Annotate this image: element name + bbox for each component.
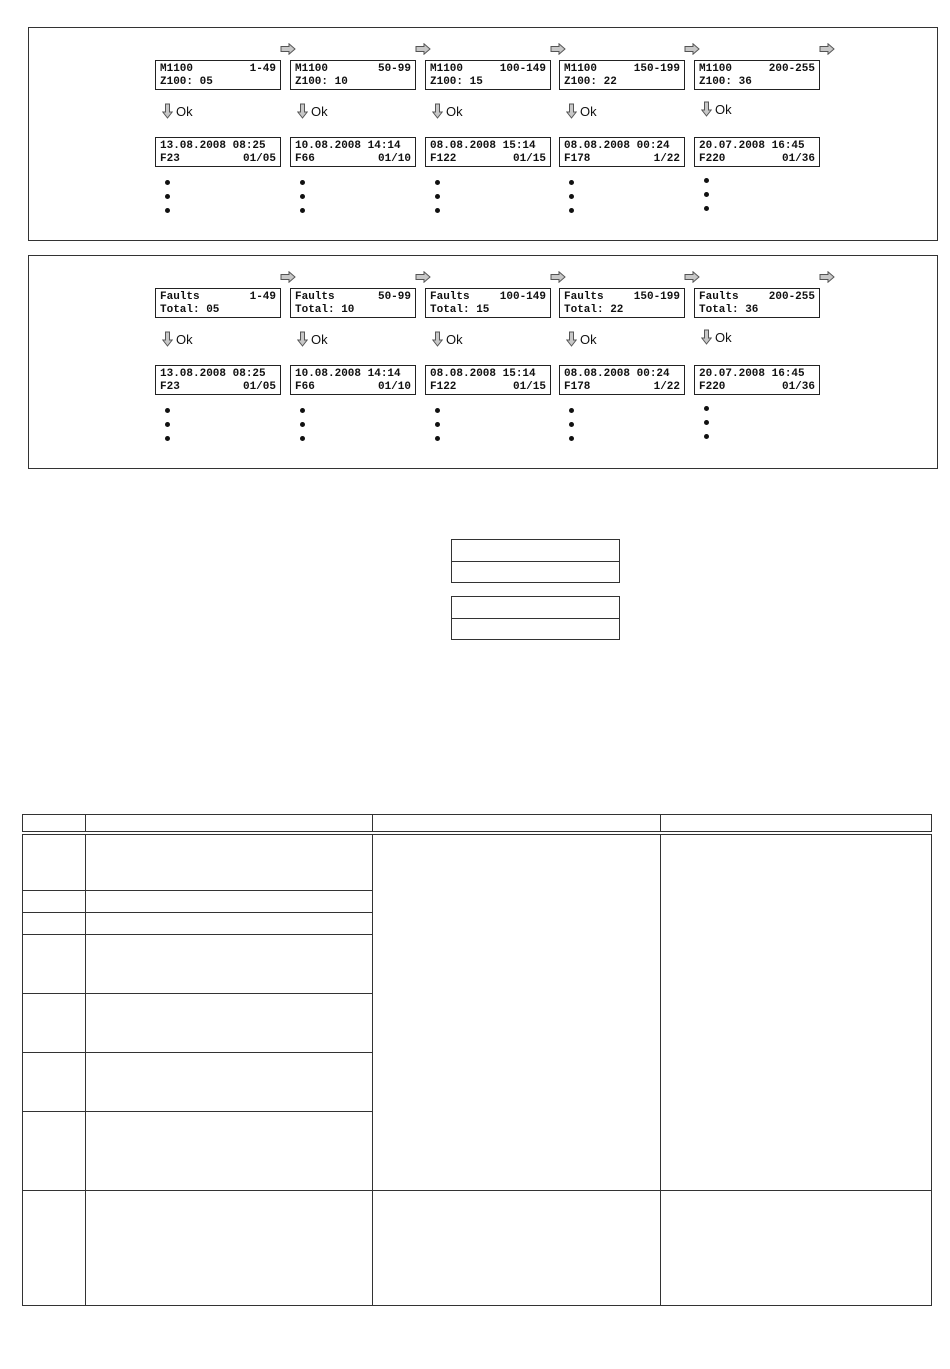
- ok-step: [432, 103, 463, 119]
- lcd-fault-code: F23: [160, 153, 180, 165]
- lcd-summary-display: [290, 288, 416, 318]
- lcd-count-label: Z100: 05: [160, 76, 213, 88]
- lcd-summary-display: [155, 288, 281, 318]
- ok-label: Ok: [580, 103, 597, 119]
- lcd-line-1: [564, 140, 680, 153]
- down-arrow-icon: [162, 103, 173, 119]
- lcd-menu-label: Faults: [295, 291, 335, 303]
- lcd-line-2: [564, 304, 680, 317]
- right-arrow-icon: [819, 270, 835, 282]
- dot: [704, 420, 709, 425]
- lcd-fault-code: F220: [699, 153, 726, 165]
- continuation-dots: [569, 408, 575, 450]
- dot: [300, 422, 305, 427]
- table-row: [23, 1191, 932, 1306]
- right-arrow-icon: [684, 42, 700, 54]
- table-row: [23, 833, 932, 891]
- lcd-line-1: [295, 140, 411, 153]
- dot: [569, 194, 574, 199]
- lcd-line-1: [160, 63, 276, 76]
- lcd-range-label: 150-199: [633, 63, 680, 75]
- table-cell: [86, 935, 373, 994]
- down-arrow-icon: [566, 331, 577, 347]
- table-cell: [23, 1053, 86, 1112]
- continuation-dots: [300, 408, 306, 450]
- lcd-line-1: [564, 368, 680, 381]
- down-arrow-icon: [432, 331, 443, 347]
- lcd-line-2: [160, 76, 276, 89]
- lcd-entry-index: 01/15: [512, 153, 546, 165]
- lcd-fault-entry-display: [290, 137, 416, 167]
- lcd-line-1: [564, 63, 680, 76]
- table-cell: [23, 1112, 86, 1191]
- lcd-line-1: [295, 291, 411, 304]
- lcd-range-label: 1-49: [249, 63, 276, 75]
- right-arrow-icon: [415, 42, 431, 54]
- lcd-fault-entry-display: [694, 365, 820, 395]
- dot: [569, 208, 574, 213]
- blank-display-line: [452, 561, 619, 582]
- ok-step: [701, 101, 732, 117]
- lcd-line-2: [430, 304, 546, 317]
- lcd-fault-entry-display: [694, 137, 820, 167]
- lcd-line-1: [430, 140, 546, 153]
- table-cell: [86, 1191, 373, 1306]
- table-cell: [23, 891, 86, 913]
- lcd-count-label: Total: 10: [295, 304, 355, 316]
- lcd-timestamp: 20.07.2008 16:45: [699, 368, 805, 380]
- dot: [704, 206, 709, 211]
- blank-display-box-2: [451, 596, 620, 640]
- ok-label: Ok: [311, 331, 328, 347]
- lcd-fault-code: F220: [699, 381, 726, 393]
- lcd-menu-label: Faults: [430, 291, 470, 303]
- dot: [165, 436, 170, 441]
- lcd-count-label: Z100: 36: [699, 76, 752, 88]
- down-arrow-icon: [162, 331, 173, 347]
- lcd-fault-code: F122: [430, 381, 457, 393]
- lcd-count-label: Z100: 22: [564, 76, 617, 88]
- dot: [569, 180, 574, 185]
- lcd-summary-display: [559, 60, 685, 90]
- ok-step: [566, 103, 597, 119]
- ok-step: [701, 329, 732, 345]
- lcd-line-1: [160, 368, 276, 381]
- lcd-menu-label: M1100: [430, 63, 464, 75]
- table-header-cell: [23, 815, 86, 833]
- lcd-count-label: Z100: 10: [295, 76, 348, 88]
- lcd-timestamp: 20.07.2008 16:45: [699, 140, 805, 152]
- lcd-entry-index: 01/10: [377, 153, 411, 165]
- lcd-fault-code: F66: [295, 381, 315, 393]
- ok-label: Ok: [580, 331, 597, 347]
- lcd-fault-code: F23: [160, 381, 180, 393]
- lcd-entry-index: 01/05: [242, 153, 276, 165]
- lcd-entry-index: 01/36: [781, 381, 815, 393]
- lcd-line-2: [295, 381, 411, 394]
- continuation-dots: [704, 178, 710, 220]
- lcd-timestamp: 13.08.2008 08:25: [160, 140, 266, 152]
- lcd-line-2: [699, 304, 815, 317]
- lcd-range-label: 50-99: [377, 291, 411, 303]
- lcd-fault-entry-display: [425, 137, 551, 167]
- dot: [435, 422, 440, 427]
- ok-step: [297, 103, 328, 119]
- down-arrow-icon: [701, 101, 712, 117]
- lcd-timestamp: 08.08.2008 00:24: [564, 368, 670, 380]
- table-cell: [86, 994, 373, 1053]
- lcd-fault-entry-display: [155, 137, 281, 167]
- ok-label: Ok: [446, 331, 463, 347]
- lcd-line-2: [295, 153, 411, 166]
- lcd-entry-index: 1/22: [653, 153, 680, 165]
- lcd-fault-code: F178: [564, 381, 591, 393]
- lcd-entry-index: 01/15: [512, 381, 546, 393]
- lcd-summary-display: [559, 288, 685, 318]
- dot: [165, 408, 170, 413]
- dot: [300, 436, 305, 441]
- ok-label: Ok: [715, 329, 732, 345]
- lcd-line-2: [430, 381, 546, 394]
- lcd-line-1: [699, 63, 815, 76]
- lcd-line-1: [430, 63, 546, 76]
- lcd-fault-entry-display: [559, 365, 685, 395]
- right-arrow-icon: [684, 270, 700, 282]
- continuation-dots: [435, 180, 441, 222]
- continuation-dots: [165, 180, 171, 222]
- lcd-summary-display: [694, 288, 820, 318]
- lcd-line-1: [295, 368, 411, 381]
- right-arrow-icon: [550, 270, 566, 282]
- table-cell: [86, 1053, 373, 1112]
- continuation-dots: [704, 406, 710, 448]
- lcd-count-label: Total: 15: [430, 304, 490, 316]
- lcd-range-label: 200-255: [768, 291, 815, 303]
- lcd-count-label: Z100: 15: [430, 76, 483, 88]
- dot: [165, 194, 170, 199]
- dot: [435, 180, 440, 185]
- dot: [300, 408, 305, 413]
- lcd-line-1: [160, 140, 276, 153]
- dot: [569, 408, 574, 413]
- dot: [704, 178, 709, 183]
- lcd-summary-display: [290, 60, 416, 90]
- lcd-line-2: [160, 304, 276, 317]
- dot: [435, 408, 440, 413]
- ok-label: Ok: [176, 331, 193, 347]
- dot: [569, 422, 574, 427]
- table-header-cell: [661, 815, 932, 833]
- ok-label: Ok: [176, 103, 193, 119]
- lcd-summary-display: [694, 60, 820, 90]
- dot: [165, 180, 170, 185]
- ok-step: [297, 331, 328, 347]
- right-arrow-icon: [280, 42, 296, 54]
- table-cell: [661, 1191, 932, 1306]
- lcd-entry-index: 01/36: [781, 153, 815, 165]
- blank-display-line: [452, 597, 619, 618]
- table-cell: [23, 833, 86, 891]
- lcd-summary-display: [155, 60, 281, 90]
- table-cell: [23, 935, 86, 994]
- lcd-menu-label: M1100: [160, 63, 194, 75]
- table-cell: [373, 1191, 661, 1306]
- lcd-line-2: [295, 304, 411, 317]
- dot: [165, 208, 170, 213]
- lcd-range-label: 100-149: [499, 291, 546, 303]
- lcd-fault-entry-display: [155, 365, 281, 395]
- dot: [300, 208, 305, 213]
- lcd-menu-label: Faults: [564, 291, 604, 303]
- dot: [300, 194, 305, 199]
- dot: [569, 436, 574, 441]
- lcd-entry-index: 1/22: [653, 381, 680, 393]
- lcd-range-label: 50-99: [377, 63, 411, 75]
- lcd-range-label: 1-49: [249, 291, 276, 303]
- lcd-menu-label: M1100: [564, 63, 598, 75]
- lcd-summary-display: [425, 288, 551, 318]
- blank-table: [22, 814, 932, 1306]
- lcd-timestamp: 13.08.2008 08:25: [160, 368, 266, 380]
- dot: [435, 208, 440, 213]
- dot: [435, 436, 440, 441]
- lcd-line-2: [295, 76, 411, 89]
- dot: [165, 422, 170, 427]
- ok-step: [162, 103, 193, 119]
- lcd-fault-entry-display: [290, 365, 416, 395]
- lcd-summary-display: [425, 60, 551, 90]
- down-arrow-icon: [297, 103, 308, 119]
- lcd-line-2: [699, 381, 815, 394]
- lcd-timestamp: 08.08.2008 15:14: [430, 140, 536, 152]
- ok-label: Ok: [715, 101, 732, 117]
- table-cell: [23, 1191, 86, 1306]
- lcd-timestamp: 08.08.2008 15:14: [430, 368, 536, 380]
- blank-display-line: [452, 618, 619, 639]
- ok-step: [162, 331, 193, 347]
- continuation-dots: [165, 408, 171, 450]
- ok-step: [566, 331, 597, 347]
- dot: [704, 192, 709, 197]
- table-cell-merged: [661, 833, 932, 1191]
- lcd-line-1: [699, 291, 815, 304]
- lcd-line-2: [160, 153, 276, 166]
- continuation-dots: [435, 408, 441, 450]
- down-arrow-icon: [566, 103, 577, 119]
- table-header-cell: [86, 815, 373, 833]
- lcd-fault-code: F122: [430, 153, 457, 165]
- table-cell: [23, 994, 86, 1053]
- lcd-timestamp: 10.08.2008 14:14: [295, 368, 401, 380]
- lcd-count-label: Total: 05: [160, 304, 220, 316]
- table-cell: [86, 891, 373, 913]
- right-arrow-icon: [280, 270, 296, 282]
- lcd-menu-label: M1100: [699, 63, 733, 75]
- lcd-range-label: 200-255: [768, 63, 815, 75]
- lcd-menu-label: M1100: [295, 63, 329, 75]
- lcd-line-1: [430, 368, 546, 381]
- lcd-fault-entry-display: [559, 137, 685, 167]
- lcd-line-2: [430, 153, 546, 166]
- lcd-timestamp: 08.08.2008 00:24: [564, 140, 670, 152]
- dot: [300, 180, 305, 185]
- table-cell: [23, 913, 86, 935]
- lcd-line-1: [564, 291, 680, 304]
- lcd-entry-index: 01/05: [242, 381, 276, 393]
- continuation-dots: [569, 180, 575, 222]
- lcd-line-2: [430, 76, 546, 89]
- continuation-dots: [300, 180, 306, 222]
- table-cell: [86, 913, 373, 935]
- table-header-row: [23, 815, 932, 833]
- lcd-fault-entry-display: [425, 365, 551, 395]
- lcd-fault-code: F178: [564, 153, 591, 165]
- lcd-line-2: [564, 381, 680, 394]
- lcd-menu-label: Faults: [699, 291, 739, 303]
- dot: [704, 406, 709, 411]
- right-arrow-icon: [415, 270, 431, 282]
- lcd-timestamp: 10.08.2008 14:14: [295, 140, 401, 152]
- lcd-line-2: [564, 76, 680, 89]
- down-arrow-icon: [297, 331, 308, 347]
- dot: [435, 194, 440, 199]
- lcd-line-2: [699, 76, 815, 89]
- table-cell: [86, 833, 373, 891]
- lcd-line-2: [160, 381, 276, 394]
- table-cell: [86, 1112, 373, 1191]
- lcd-line-2: [564, 153, 680, 166]
- lcd-fault-code: F66: [295, 153, 315, 165]
- ok-label: Ok: [446, 103, 463, 119]
- table-cell-merged: [373, 833, 661, 1191]
- lcd-line-1: [699, 140, 815, 153]
- lcd-entry-index: 01/10: [377, 381, 411, 393]
- right-arrow-icon: [550, 42, 566, 54]
- right-arrow-icon: [819, 42, 835, 54]
- lcd-line-2: [699, 153, 815, 166]
- table-header-cell: [373, 815, 661, 833]
- lcd-count-label: Total: 22: [564, 304, 624, 316]
- ok-label: Ok: [311, 103, 328, 119]
- lcd-line-1: [430, 291, 546, 304]
- lcd-line-1: [699, 368, 815, 381]
- blank-display-line: [452, 540, 619, 561]
- lcd-line-1: [160, 291, 276, 304]
- down-arrow-icon: [432, 103, 443, 119]
- down-arrow-icon: [701, 329, 712, 345]
- dot: [704, 434, 709, 439]
- lcd-count-label: Total: 36: [699, 304, 759, 316]
- blank-display-box-1: [451, 539, 620, 583]
- lcd-range-label: 100-149: [499, 63, 546, 75]
- lcd-line-1: [295, 63, 411, 76]
- lcd-menu-label: Faults: [160, 291, 200, 303]
- lcd-range-label: 150-199: [633, 291, 680, 303]
- ok-step: [432, 331, 463, 347]
